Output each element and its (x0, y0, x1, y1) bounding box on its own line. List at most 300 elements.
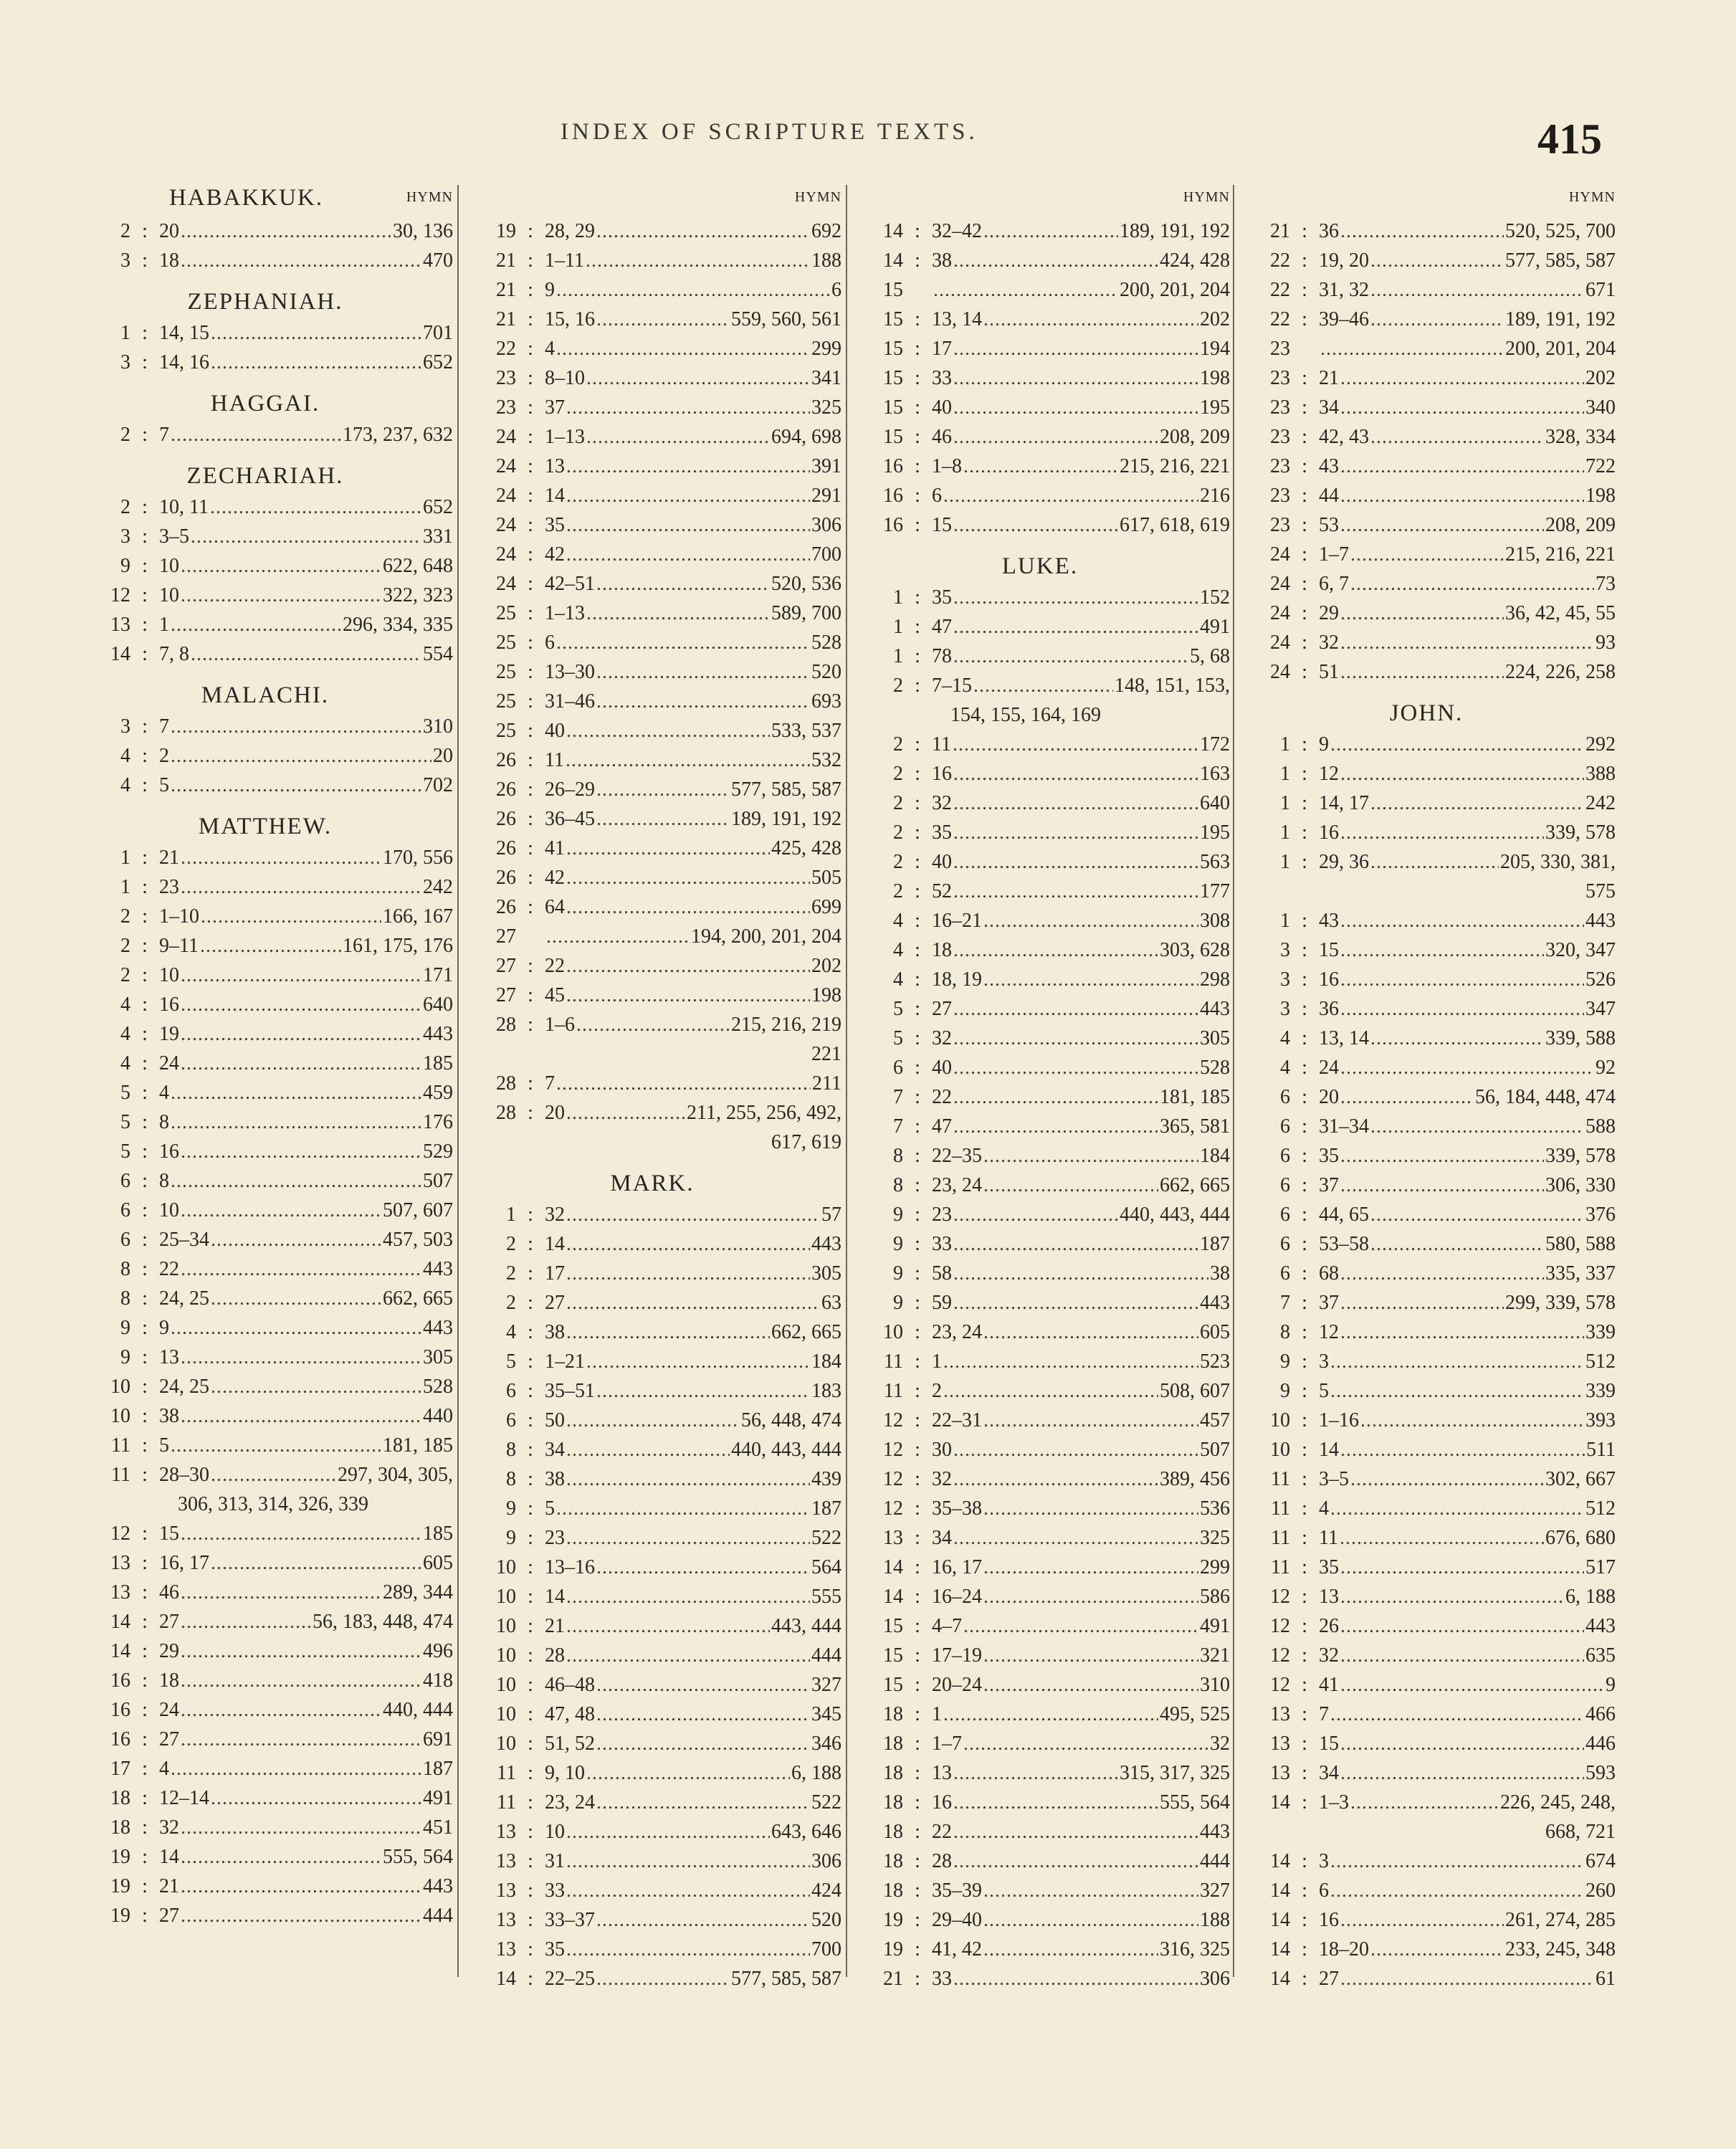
index-entry (1237, 275, 1616, 305)
leader-dots (181, 1140, 421, 1163)
verse-reference: 24 (159, 1698, 179, 1721)
hymn-numbers: 424, 428 (1160, 249, 1230, 272)
hymn-numbers: 443 (811, 1232, 841, 1255)
leader-dots (953, 1821, 1198, 1844)
separator-colon: : (1302, 1673, 1307, 1696)
separator-colon: : (1302, 572, 1307, 595)
separator-colon: : (142, 1257, 148, 1280)
separator-colon: : (1302, 396, 1307, 419)
hymn-numbers: 57 (821, 1203, 841, 1226)
separator-colon: : (528, 396, 533, 419)
chapter-number: 26 (496, 748, 516, 771)
chapter-number: 5 (120, 1140, 130, 1163)
book-heading-row (77, 449, 453, 492)
hymn-numbers: 327 (1200, 1879, 1230, 1902)
chapter-number: 18 (883, 1761, 903, 1784)
hymn-numbers: 320, 347 (1545, 938, 1616, 961)
leader-dots (953, 1057, 1198, 1080)
chapter-number: 9 (120, 1345, 130, 1368)
hymn-numbers: 327 (811, 1673, 841, 1696)
chapter-number: 1 (1280, 762, 1290, 785)
chapter-number: 4 (893, 909, 903, 932)
hymn-numbers: 194 (1200, 337, 1230, 360)
separator-colon: : (528, 807, 533, 830)
hymn-numbers: 586 (1200, 1585, 1230, 1608)
chapter-number: 18 (110, 1816, 130, 1839)
verse-reference: 64 (545, 895, 565, 918)
leader-dots (596, 808, 730, 831)
book-section (77, 377, 453, 449)
verse-reference: 16 (1319, 821, 1339, 844)
hymn-numbers: 303, 628 (1160, 938, 1230, 961)
leader-dots (566, 1292, 820, 1315)
separator-colon: : (142, 1845, 148, 1868)
index-entry (77, 216, 453, 246)
hymn-numbers: 299, 339, 578 (1505, 1291, 1616, 1314)
hymn-numbers: 316, 325 (1160, 1938, 1230, 1960)
separator-colon: : (1302, 308, 1307, 330)
separator-colon: : (1302, 219, 1307, 242)
hymn-numbers: 443, 444 (771, 1614, 841, 1637)
index-entry (850, 1876, 1230, 1905)
leader-dots (1340, 1321, 1584, 1344)
separator-colon: : (528, 337, 533, 360)
separator-colon: : (142, 1786, 148, 1809)
verse-reference: 32 (1319, 1644, 1339, 1667)
separator-colon: : (915, 1526, 920, 1549)
index-entry (77, 1519, 453, 1548)
separator-colon: : (142, 905, 148, 928)
separator-colon: : (915, 909, 920, 932)
index-entry (1237, 1406, 1616, 1435)
leader-dots (181, 220, 391, 243)
verse-reference: 68 (1319, 1262, 1339, 1285)
hymn-numbers: 555 (811, 1585, 841, 1608)
hymn-numbers: 532 (811, 748, 841, 771)
separator-colon: : (528, 1761, 533, 1784)
separator-colon: : (915, 880, 920, 902)
leader-dots (983, 308, 1198, 331)
leader-dots (181, 555, 381, 578)
hymn-numbers: 440, 443, 444 (731, 1438, 841, 1461)
hymn-numbers: 202 (811, 954, 841, 977)
separator-colon: : (142, 993, 148, 1016)
leader-dots (171, 774, 421, 797)
separator-colon: : (528, 1467, 533, 1490)
hymn-numbers-continued: 154, 155, 164, 169 (950, 703, 1101, 726)
verse-reference: 27 (159, 1728, 179, 1750)
chapter-number: 22 (1270, 308, 1290, 330)
leader-dots (586, 1762, 790, 1785)
hymn-numbers: 328, 334 (1545, 425, 1616, 448)
leader-dots (181, 1023, 421, 1046)
verse-reference: 33 (932, 1232, 952, 1255)
chapter-number: 4 (120, 1052, 130, 1074)
chapter-number: 13 (496, 1879, 516, 1902)
hymn-numbers: 184 (1200, 1144, 1230, 1167)
hymn-numbers: 32 (1210, 1732, 1230, 1755)
index-entry (1237, 422, 1616, 452)
separator-colon: : (915, 968, 920, 991)
verse-reference: 7 (545, 1072, 555, 1095)
chapter-number: 23 (1270, 484, 1290, 507)
leader-dots (953, 1115, 1158, 1138)
chapter-number: 1 (893, 586, 903, 609)
chapter-number: 16 (110, 1728, 130, 1750)
verse-reference: 7 (1319, 1702, 1329, 1725)
index-entry (77, 1313, 453, 1343)
verse-reference: 28–30 (159, 1463, 209, 1486)
index-entry (1237, 393, 1616, 422)
leader-dots (191, 525, 421, 548)
hymn-numbers: 341 (811, 366, 841, 389)
hymn-numbers: 20 (433, 744, 453, 767)
chapter-number: 23 (1270, 396, 1290, 419)
separator-colon: : (142, 321, 148, 344)
separator-colon: : (915, 821, 920, 844)
page-header (0, 115, 1736, 163)
hymn-numbers: 215, 216, 219 (731, 1013, 841, 1036)
hymn-numbers: 443 (423, 1874, 453, 1897)
leader-dots (181, 1905, 421, 1928)
hymn-numbers: 5, 68 (1190, 644, 1230, 667)
hymn-numbers: 189, 191, 192 (1505, 308, 1616, 330)
hymn-numbers: 701 (423, 321, 453, 344)
verse-reference: 40 (932, 1056, 952, 1079)
hymn-numbers: 38 (1210, 1262, 1230, 1285)
chapter-number: 19 (110, 1845, 130, 1868)
leader-dots (973, 675, 1113, 697)
chapter-number: 23 (1270, 513, 1290, 536)
chapter-number: 15 (883, 278, 903, 301)
chapter-number: 10 (1270, 1409, 1290, 1431)
leader-dots (566, 867, 810, 890)
separator-colon: : (1302, 1879, 1307, 1902)
verse-reference: 31–34 (1319, 1115, 1369, 1138)
separator-colon: : (915, 791, 920, 814)
chapter-number: 10 (883, 1320, 903, 1343)
verse-reference: 29, 36 (1319, 850, 1369, 873)
separator-colon: : (142, 613, 148, 636)
hymn-numbers: 299 (811, 337, 841, 360)
verse-reference: 21 (1319, 366, 1339, 389)
separator-colon: : (528, 1908, 533, 1931)
chapter-number: 2 (120, 495, 130, 518)
verse-reference: 30 (932, 1438, 952, 1461)
leader-dots (983, 1909, 1198, 1932)
separator-colon: : (528, 895, 533, 918)
leader-dots (211, 1376, 421, 1398)
separator-colon: : (528, 1585, 533, 1608)
hymn-numbers: 321 (1200, 1644, 1230, 1667)
index-entry (1237, 788, 1616, 818)
leader-dots (566, 1850, 810, 1873)
leader-dots (953, 998, 1198, 1021)
verse-reference: 40 (545, 719, 565, 742)
index-entry (850, 877, 1230, 906)
verse-reference: 13, 14 (932, 308, 982, 330)
separator-colon: : (142, 642, 148, 665)
verse-reference: 31 (545, 1849, 565, 1872)
verse-reference: 5 (1319, 1379, 1329, 1402)
leader-dots (181, 1405, 421, 1428)
leader-dots (181, 1199, 381, 1222)
verse-reference: 24, 25 (159, 1287, 209, 1310)
hymn-numbers: 61 (1596, 1967, 1616, 1990)
chapter-number: 11 (1271, 1555, 1290, 1578)
leader-dots (1340, 910, 1584, 933)
leader-dots (1340, 1292, 1504, 1315)
hymn-numbers: 177 (1200, 880, 1230, 902)
leader-dots (566, 1527, 810, 1550)
hymn-numbers: 662, 665 (771, 1320, 841, 1343)
hymn-numbers: 470 (423, 249, 453, 272)
hymn-numbers: 722 (1585, 454, 1616, 477)
verse-reference: 14, 17 (1319, 791, 1369, 814)
separator-colon: : (142, 554, 148, 577)
index-entry (463, 657, 841, 687)
leader-dots (1340, 1762, 1584, 1785)
index-entry (77, 1607, 453, 1636)
separator-colon: : (142, 1757, 148, 1780)
index-entry (77, 1901, 453, 1930)
verse-reference: 7 (159, 715, 169, 738)
leader-dots (181, 1346, 421, 1369)
book-heading: MALACHI. (201, 682, 330, 708)
separator-colon: : (1302, 1438, 1307, 1461)
chapter-number: 6 (506, 1409, 516, 1431)
hymn-numbers: 391 (811, 454, 841, 477)
verse-reference: 13–16 (545, 1555, 595, 1578)
chapter-number: 3 (120, 715, 130, 738)
verse-reference: 7, 8 (159, 642, 189, 665)
leader-dots (953, 1527, 1198, 1550)
hymn-numbers: 292 (1585, 733, 1616, 756)
separator-colon: : (142, 934, 148, 957)
book-heading-row (463, 1157, 841, 1200)
chapter-number: 4 (506, 1320, 516, 1343)
separator-colon: : (528, 219, 533, 242)
page-number: 415 (1537, 115, 1602, 163)
verse-reference: 10 (545, 1820, 565, 1843)
column-rule (846, 185, 847, 1977)
leader-dots (546, 925, 690, 948)
separator-colon: : (915, 938, 920, 961)
index-entry (1237, 246, 1616, 275)
leader-dots (1370, 851, 1499, 874)
leader-dots (953, 338, 1198, 361)
chapter-number: 10 (496, 1585, 516, 1608)
hymn-numbers-continued: 306, 313, 314, 326, 339 (178, 1492, 368, 1515)
verse-reference: 37 (1319, 1173, 1339, 1196)
chapter-number: 16 (110, 1698, 130, 1721)
index-entry (1237, 1082, 1616, 1112)
hymn-numbers: 699 (811, 895, 841, 918)
hymn-numbers: 194, 200, 201, 204 (691, 925, 841, 948)
leader-dots (566, 485, 810, 508)
chapter-number: 13 (1270, 1702, 1290, 1725)
column-header (850, 185, 1230, 216)
verse-reference: 24 (159, 1052, 179, 1074)
hymn-numbers: 242 (1585, 791, 1616, 814)
chapter-number: 2 (506, 1291, 516, 1314)
chapter-number: 1 (120, 875, 130, 898)
chapter-number: 19 (496, 219, 516, 242)
index-entry (1237, 1876, 1616, 1905)
hymn-numbers: 30, 136 (393, 219, 453, 242)
hymn-numbers: 200, 201, 204 (1505, 337, 1616, 360)
verse-reference: 7–15 (932, 674, 972, 697)
leader-dots (983, 1556, 1198, 1579)
chapter-number: 9 (893, 1262, 903, 1285)
index-entry (850, 452, 1230, 481)
index-entry (463, 1010, 841, 1039)
separator-colon: : (528, 1849, 533, 1872)
leader-dots (566, 1204, 820, 1226)
separator-colon: : (142, 1522, 148, 1545)
verse-reference: 36–45 (545, 807, 595, 830)
index-entry (1237, 1700, 1616, 1729)
verse-reference: 38 (159, 1404, 179, 1427)
hymn-numbers-continued: 221 (811, 1042, 841, 1065)
separator-colon: : (142, 1316, 148, 1339)
hymn-numbers: 694, 698 (771, 425, 841, 448)
leader-dots (943, 1350, 1198, 1373)
separator-colon: : (1302, 1115, 1307, 1138)
hymn-numbers: 700 (811, 543, 841, 566)
chapter-number: 8 (1280, 1320, 1290, 1343)
index-entry (1237, 216, 1616, 246)
chapter-number: 6 (506, 1379, 516, 1402)
verse-reference: 22 (159, 1257, 179, 1280)
verse-reference: 20 (159, 219, 179, 242)
leader-dots (171, 1758, 421, 1781)
separator-colon: : (142, 1434, 148, 1457)
hymn-numbers: 640 (1200, 791, 1230, 814)
index-entry (850, 1112, 1230, 1141)
verse-reference: 5 (159, 1434, 169, 1457)
index-entry (1237, 1376, 1616, 1406)
verse-reference: 42–51 (545, 572, 595, 595)
index-entry (77, 1254, 453, 1284)
verse-reference: 18 (159, 1669, 179, 1692)
hymn-numbers: 528 (423, 1375, 453, 1398)
index-entry (77, 1636, 453, 1666)
verse-reference: 14, 16 (159, 351, 209, 373)
book-heading: MARK. (610, 1171, 695, 1196)
leader-dots (943, 1703, 1158, 1726)
index-entry (463, 745, 841, 775)
separator-colon: : (1302, 909, 1307, 932)
leader-dots (566, 1644, 810, 1667)
index-entry (1237, 305, 1616, 334)
verse-reference: 35 (1319, 1144, 1339, 1167)
index-entry (77, 1695, 453, 1725)
separator-colon: : (1302, 997, 1307, 1020)
chapter-number: 12 (110, 1522, 130, 1545)
verse-reference: 5 (545, 1497, 555, 1520)
book-section (850, 540, 1230, 1993)
index-entry (850, 1259, 1230, 1288)
leader-dots (953, 586, 1198, 609)
leader-dots (1340, 1174, 1544, 1197)
leader-dots (983, 1938, 1158, 1961)
separator-colon: : (528, 484, 533, 507)
separator-colon: : (528, 1497, 533, 1520)
separator-colon: : (142, 1874, 148, 1897)
index-entry (463, 1935, 841, 1964)
index-entry (850, 818, 1230, 847)
index-entry (463, 1259, 841, 1288)
chapter-number: 14 (110, 1639, 130, 1662)
hymn-numbers: 172 (1200, 733, 1230, 756)
index-entry (463, 775, 841, 804)
chapter-number: 18 (110, 1786, 130, 1809)
leader-dots (953, 792, 1198, 815)
index-entry (463, 1700, 841, 1729)
verse-reference: 13–30 (545, 660, 595, 683)
hymn-numbers: 181, 185 (1160, 1085, 1230, 1108)
hymn-numbers: 315, 317, 325 (1120, 1761, 1230, 1784)
hymn-numbers: 339, 578 (1545, 821, 1616, 844)
separator-colon: : (528, 660, 533, 683)
verse-reference: 23 (159, 875, 179, 898)
hymn-numbers: 511 (1586, 1438, 1616, 1461)
verse-reference: 21 (545, 1614, 565, 1637)
separator-colon: : (915, 1555, 920, 1578)
leader-dots (1330, 1350, 1584, 1373)
leader-dots (953, 763, 1198, 786)
verse-reference: 58 (932, 1262, 952, 1285)
verse-reference: 34 (1319, 396, 1339, 419)
index-entry (463, 569, 841, 599)
verse-reference: 12–14 (159, 1786, 209, 1809)
chapter-number: 14 (883, 249, 903, 272)
chapter-number: 27 (496, 954, 516, 977)
separator-colon: : (915, 1409, 920, 1431)
leader-dots (596, 1791, 810, 1814)
separator-colon: : (1302, 1791, 1307, 1814)
hymn-numbers: 444 (1200, 1849, 1230, 1872)
verse-reference: 9 (159, 1316, 169, 1339)
hymn-numbers: 148, 151, 153, (1115, 674, 1230, 697)
index-entry (77, 712, 453, 741)
chapter-number: 2 (893, 674, 903, 697)
separator-colon: : (142, 495, 148, 518)
chapter-number: 4 (120, 993, 130, 1016)
verse-reference: 35 (932, 586, 952, 609)
verse-reference: 38 (932, 249, 952, 272)
leader-dots (983, 1644, 1198, 1667)
verse-reference: 21 (159, 1874, 179, 1897)
separator-colon: : (915, 644, 920, 667)
leader-dots (181, 1728, 421, 1751)
verse-reference: 35 (932, 821, 952, 844)
leader-dots (1340, 998, 1584, 1021)
separator-colon: : (528, 543, 533, 566)
verse-reference: 27 (932, 997, 952, 1020)
index-entry (850, 788, 1230, 818)
leader-dots (566, 1821, 770, 1844)
leader-dots (1370, 308, 1504, 331)
verse-reference: 18 (159, 249, 179, 272)
chapter-number: 24 (496, 513, 516, 536)
chapter-number: 27 (496, 983, 516, 1006)
leader-dots (566, 1262, 810, 1285)
separator-colon: : (1302, 1702, 1307, 1725)
book-section (463, 216, 841, 1157)
index-entry (463, 305, 841, 334)
